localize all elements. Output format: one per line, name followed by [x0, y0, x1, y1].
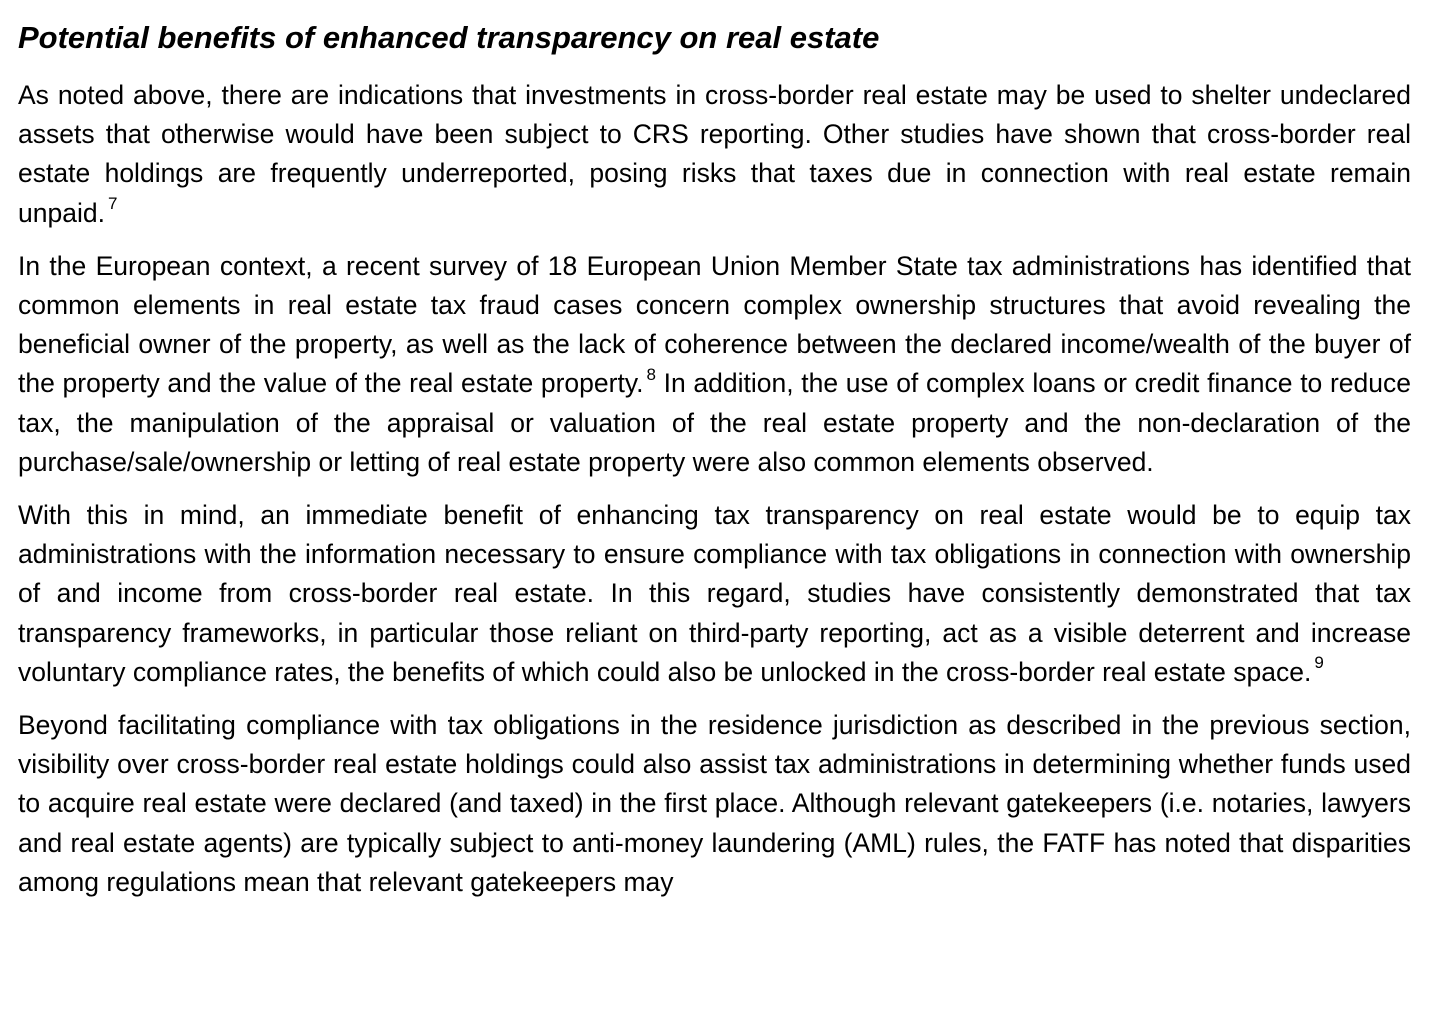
paragraph-text: Beyond facilitating compliance with tax obligations in the residence jurisdiction as described in the previous section, visibility over cross-border real estate holdings could also assist tax administrations in determining whether funds used to acquire real estate were declared (and taxed) in the first place. Although relevant gatekeepers (i.e. notaries, lawyers and real estate agents) are typically subject to anti-money laundering (AML) rules, the FATF has noted that disparities among regulations mean that relevant gatekeepers may [18, 710, 1411, 897]
footnote-reference[interactable]: 9 [1314, 653, 1324, 673]
section-heading: Potential benefits of enhanced transparency on real estate [18, 20, 880, 55]
paragraph-2 [18, 247, 1411, 482]
paragraph-text: As noted above, there are indications that investments in cross-border real estate may be used to shelter undeclared assets that otherwise would have been subject to CRS reporting. Other studies have shown that cross-border real estate holdings are frequently underreported, posing risks that taxes due in connection with real estate remain unpaid. [18, 80, 1411, 228]
footnote-reference[interactable]: 8 [646, 364, 656, 384]
paragraph-4 [18, 706, 1411, 902]
paragraph-text: With this in mind, an immediate benefit of enhancing tax transparency on real estate would be to equip tax administrations with the information necessary to ensure compliance with tax obligations in connection with ownership of and income from cross-border real estate. In this regard, studies have consistently demonstrated that tax transparency frameworks, in particular those reliant on third-party reporting, act as a visible deterrent and increase voluntary compliance rates, the benefits of which could also be unlocked in the cross-border real estate space. [18, 500, 1411, 687]
paragraph-1 [18, 76, 1411, 233]
paragraph-text: In the European context, a recent survey of 18 European Union Member State tax administrations has identified that common elements in real estate tax fraud cases concern complex ownership structures that avoid revealing the beneficial owner of the property, as well as the lack of coherence between the declared income/wealth of the buyer of the property and the value of the real estate property. [18, 250, 1411, 399]
document-page [18, 18, 1411, 916]
paragraph-text: In addition, the use of complex loans or credit finance to reduce tax, the manipulation of the appraisal or valuation of the real estate property and the non-declaration of the purchase/sale/ownership or letting of real estate property were also common elements observed. [18, 368, 1411, 477]
footnote-reference[interactable]: 7 [107, 193, 118, 213]
paragraph-3 [18, 496, 1411, 692]
